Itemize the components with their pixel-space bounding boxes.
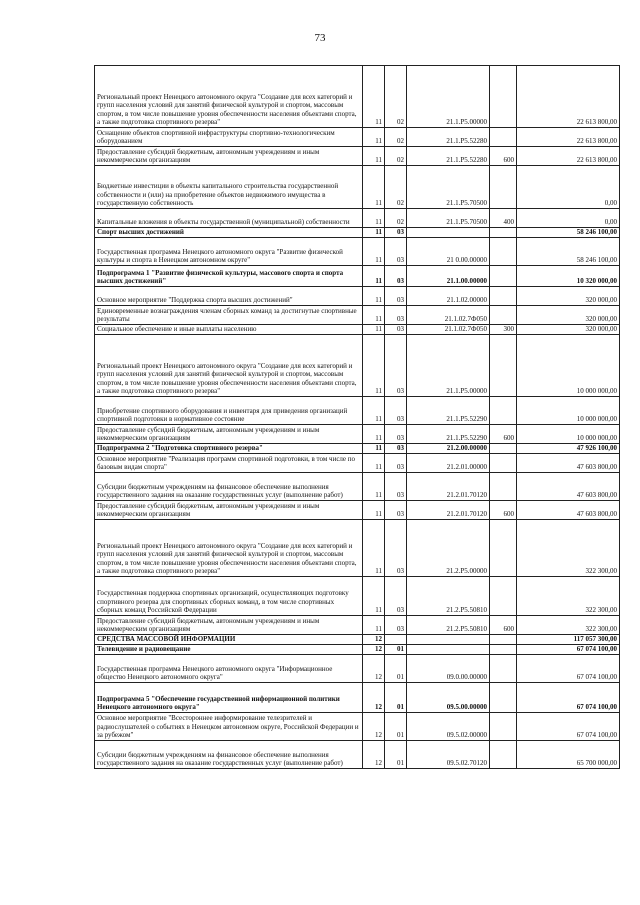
subsection-code-cell: 03: [385, 266, 407, 287]
amount-cell: 0,00: [517, 209, 620, 228]
section-code-cell: 11: [363, 228, 385, 238]
table-row: [95, 454, 620, 473]
target-article-cell: 21.2.00.00000: [407, 444, 490, 454]
expense-type-cell: [490, 577, 517, 616]
section-code-cell: 11: [363, 266, 385, 287]
subsection-code-cell: 03: [385, 473, 407, 501]
table-row: [95, 645, 620, 655]
amount-cell: 10 000 000,00: [517, 397, 620, 425]
subsection-code-cell: 03: [385, 616, 407, 635]
expense-type-cell: [490, 713, 517, 741]
section-code-cell: 11: [363, 454, 385, 473]
table-row: [95, 228, 620, 238]
row-name-cell: Государственная программа Ненецкого автономного округа "Информационное общество Ненецкого автономного округа": [95, 655, 363, 683]
table-row: [95, 473, 620, 501]
amount-cell: 67 074 100,00: [517, 713, 620, 741]
amount-cell: 10 000 000,00: [517, 335, 620, 397]
table-row: [95, 238, 620, 266]
expense-type-cell: [490, 266, 517, 287]
amount-cell: 322 300,00: [517, 520, 620, 577]
section-code-cell: 12: [363, 741, 385, 769]
target-article-cell: 21 0.00.00000: [407, 238, 490, 266]
amount-cell: 47 603 800,00: [517, 454, 620, 473]
subsection-code-cell: 02: [385, 147, 407, 166]
target-article-cell: 21.1.P5.52280: [407, 128, 490, 147]
row-name-cell: Субсидии бюджетным учреждениям на финансовое обеспечение выполнения государственного задания на оказание государственных услуг (выполнение работ): [95, 741, 363, 769]
subsection-code-cell: 03: [385, 444, 407, 454]
row-name-cell: Бюджетные инвестиции в объекты капитального строительства государственной собственности и (или) на приобретение объектов недвижимого имущества в государственную собственность: [95, 166, 363, 209]
target-article-cell: 09.0.00.00000: [407, 655, 490, 683]
section-code-cell: 12: [363, 683, 385, 713]
target-article-cell: 21.1.P5.52290: [407, 397, 490, 425]
section-code-cell: 11: [363, 66, 385, 128]
expense-type-cell: [490, 66, 517, 128]
subsection-code-cell: 03: [385, 454, 407, 473]
subsection-code-cell: 03: [385, 325, 407, 335]
amount-cell: 65 700 000,00: [517, 741, 620, 769]
subsection-code-cell: 03: [385, 306, 407, 325]
section-code-cell: 11: [363, 473, 385, 501]
row-name-cell: Предоставление субсидий бюджетным, автономным учреждениям и иным некоммерческим организациям: [95, 147, 363, 166]
row-name-cell: Подпрограмма 2 "Подготовка спортивного резерва": [95, 444, 363, 454]
amount-cell: 22 613 800,00: [517, 128, 620, 147]
subsection-code-cell: 02: [385, 128, 407, 147]
row-name-cell: Предоставление субсидий бюджетным, автономным учреждениям и иным некоммерческим организациям: [95, 501, 363, 520]
row-name-cell: Предоставление субсидий бюджетным, автономным учреждениям и иным некоммерческим организациям: [95, 616, 363, 635]
section-code-cell: 11: [363, 209, 385, 228]
row-name-cell: Единовременные вознаграждения членам сборных команд за достигнутые спортивные результаты: [95, 306, 363, 325]
page-number: 73: [314, 32, 326, 44]
target-article-cell: 21.2.01.70120: [407, 473, 490, 501]
row-name-cell: Капитальные вложения в объекты государственной (муниципальной) собственности: [95, 209, 363, 228]
section-code-cell: 11: [363, 128, 385, 147]
subsection-code-cell: 02: [385, 166, 407, 209]
amount-cell: 322 300,00: [517, 616, 620, 635]
table-row: [95, 616, 620, 635]
table-row: [95, 266, 620, 287]
subsection-code-cell: 01: [385, 683, 407, 713]
section-code-cell: 12: [363, 645, 385, 655]
section-code-cell: 11: [363, 577, 385, 616]
target-article-cell: 21.1.P5.52280: [407, 147, 490, 166]
target-article-cell: [407, 635, 490, 645]
subsection-code-cell: [385, 635, 407, 645]
expense-type-cell: [490, 238, 517, 266]
subsection-code-cell: 02: [385, 66, 407, 128]
table-row: [95, 306, 620, 325]
amount-cell: 322 300,00: [517, 577, 620, 616]
amount-cell: 10 000 000,00: [517, 425, 620, 444]
target-article-cell: 21.2.01.70120: [407, 501, 490, 520]
target-article-cell: 09.5.02.00000: [407, 713, 490, 741]
amount-cell: 58 246 100,00: [517, 238, 620, 266]
row-name-cell: Предоставление субсидий бюджетным, автономным учреждениям и иным некоммерческим организациям: [95, 425, 363, 444]
expense-type-cell: 400: [490, 209, 517, 228]
target-article-cell: 21.1.00.00000: [407, 266, 490, 287]
expense-type-cell: [490, 128, 517, 147]
amount-cell: 47 603 800,00: [517, 501, 620, 520]
table-row: [95, 713, 620, 741]
expense-type-cell: [490, 645, 517, 655]
expense-type-cell: [490, 444, 517, 454]
subsection-code-cell: 03: [385, 238, 407, 266]
table-row: [95, 325, 620, 335]
table-row: [95, 147, 620, 166]
table-row: [95, 128, 620, 147]
subsection-code-cell: 03: [385, 287, 407, 306]
table-row: [95, 209, 620, 228]
expense-type-cell: [490, 741, 517, 769]
target-article-cell: 21.2.01.00000: [407, 454, 490, 473]
section-code-cell: 11: [363, 616, 385, 635]
section-code-cell: 12: [363, 655, 385, 683]
row-name-cell: Оснащение объектов спортивной инфраструктуры спортивно-технологическим оборудованием: [95, 128, 363, 147]
amount-cell: 67 074 100,00: [517, 683, 620, 713]
expense-type-cell: 600: [490, 147, 517, 166]
section-code-cell: 11: [363, 166, 385, 209]
amount-cell: 10 320 000,00: [517, 266, 620, 287]
target-article-cell: 21.2.P5.00000: [407, 520, 490, 577]
expense-type-cell: [490, 228, 517, 238]
target-article-cell: 21.1.P5.70500: [407, 166, 490, 209]
section-code-cell: 11: [363, 425, 385, 444]
row-name-cell: Приобретение спортивного оборудования и инвентаря для приведения организаций спортивной подготовки в нормативное состояние: [95, 397, 363, 425]
amount-cell: 22 613 800,00: [517, 66, 620, 128]
section-code-cell: 11: [363, 306, 385, 325]
row-name-cell: Государственная поддержка спортивных организаций, осуществляющих подготовку спортивного резерва для спортивных сборных команд, в том числе спортивных сборных команд Российской Федерации: [95, 577, 363, 616]
row-name-cell: Региональный проект Ненецкого автономного округа "Создание для всех категорий и групп населения условий для занятий физической культурой и спортом, массовым спортом, в том числе повышение уровня обеспеченности населения объектами спорта, а также подготовка спортивного резерва": [95, 66, 363, 128]
row-name-cell: СРЕДСТВА МАССОВОЙ ИНФОРМАЦИИ: [95, 635, 363, 645]
section-code-cell: 11: [363, 397, 385, 425]
subsection-code-cell: 03: [385, 228, 407, 238]
expense-type-cell: [490, 683, 517, 713]
target-article-cell: 21.2.P5.50810: [407, 616, 490, 635]
subsection-code-cell: 03: [385, 501, 407, 520]
amount-cell: 117 057 300,00: [517, 635, 620, 645]
expense-type-cell: [490, 397, 517, 425]
subsection-code-cell: 03: [385, 335, 407, 397]
subsection-code-cell: 03: [385, 397, 407, 425]
expense-type-cell: [490, 166, 517, 209]
row-name-cell: Региональный проект Ненецкого автономного округа "Создание для всех категорий и групп населения условий для занятий физической культурой и спортом, массовым спортом, в том числе повышение уровня обеспеченности населения объектами спорта, а также подготовка спортивного резерва": [95, 520, 363, 577]
section-code-cell: 11: [363, 335, 385, 397]
expense-type-cell: 600: [490, 501, 517, 520]
amount-cell: 320 000,00: [517, 306, 620, 325]
expense-type-cell: 600: [490, 425, 517, 444]
section-code-cell: 11: [363, 147, 385, 166]
table-row: [95, 444, 620, 454]
row-name-cell: Телевидение и радиовещание: [95, 645, 363, 655]
table-row: [95, 520, 620, 577]
section-code-cell: 11: [363, 238, 385, 266]
amount-cell: 67 074 100,00: [517, 645, 620, 655]
table-row: [95, 287, 620, 306]
expense-type-cell: [490, 655, 517, 683]
section-code-cell: 11: [363, 501, 385, 520]
row-name-cell: Основное мероприятие "Всестороннее информирование телезрителей и радиослушателей о событиях в Ненецком автономном округе, Российской Федерации и за рубежом": [95, 713, 363, 741]
row-name-cell: Спорт высших достижений: [95, 228, 363, 238]
amount-cell: 22 613 800,00: [517, 147, 620, 166]
row-name-cell: Субсидии бюджетным учреждениям на финансовое обеспечение выполнения государственного задания на оказание государственных услуг (выполнение работ): [95, 473, 363, 501]
subsection-code-cell: 01: [385, 655, 407, 683]
subsection-code-cell: 01: [385, 713, 407, 741]
section-code-cell: 11: [363, 520, 385, 577]
amount-cell: 320 000,00: [517, 325, 620, 335]
target-article-cell: [407, 228, 490, 238]
row-name-cell: Региональный проект Ненецкого автономного округа "Создание для всех категорий и групп населения условий для занятий физической культурой и спортом, массовым спортом, в том числе повышение уровня обеспеченности населения объектами спорта, а также подготовка спортивного резерва": [95, 335, 363, 397]
table-row: [95, 166, 620, 209]
target-article-cell: 21.1.P5.00000: [407, 66, 490, 128]
target-article-cell: 21.1.P5.70500: [407, 209, 490, 228]
expense-type-cell: [490, 287, 517, 306]
table-row: [95, 335, 620, 397]
expense-type-cell: [490, 473, 517, 501]
target-article-cell: 09.5.00.00000: [407, 683, 490, 713]
amount-cell: 67 074 100,00: [517, 655, 620, 683]
amount-cell: 47 603 800,00: [517, 473, 620, 501]
subsection-code-cell: 03: [385, 520, 407, 577]
row-name-cell: Подпрограмма 1 "Развитие физической культуры, массового спорта и спорта высших достижений": [95, 266, 363, 287]
subsection-code-cell: 01: [385, 645, 407, 655]
row-name-cell: Основное мероприятие "Поддержка спорта высших достижений": [95, 287, 363, 306]
target-article-cell: 09.5.02.70120: [407, 741, 490, 769]
amount-cell: 0,00: [517, 166, 620, 209]
expense-type-cell: [490, 635, 517, 645]
row-name-cell: Основное мероприятие "Реализация программ спортивной подготовки, в том числе по базовым видам спорта": [95, 454, 363, 473]
section-code-cell: 12: [363, 635, 385, 645]
subsection-code-cell: 03: [385, 425, 407, 444]
subsection-code-cell: 02: [385, 209, 407, 228]
table-row: [95, 635, 620, 645]
table-row: [95, 66, 620, 128]
target-article-cell: 21.1.02.7Ф050: [407, 306, 490, 325]
table-row: [95, 397, 620, 425]
subsection-code-cell: 03: [385, 577, 407, 616]
row-name-cell: Подпрограмма 5 "Обеспечение государственной информационной политики Ненецкого автономного округа": [95, 683, 363, 713]
amount-cell: 58 246 100,00: [517, 228, 620, 238]
target-article-cell: 21.1.02.00000: [407, 287, 490, 306]
subsection-code-cell: 01: [385, 741, 407, 769]
table-row: [95, 655, 620, 683]
target-article-cell: 21.1.P5.52290: [407, 425, 490, 444]
table-row: [95, 501, 620, 520]
row-name-cell: Социальное обеспечение и иные выплаты населению: [95, 325, 363, 335]
section-code-cell: 11: [363, 287, 385, 306]
budget-table: [94, 65, 620, 769]
amount-cell: 47 926 100,00: [517, 444, 620, 454]
table-row: [95, 741, 620, 769]
expense-type-cell: 600: [490, 616, 517, 635]
expense-type-cell: [490, 335, 517, 397]
table-row: [95, 577, 620, 616]
table-row: [95, 425, 620, 444]
table-row: [95, 683, 620, 713]
target-article-cell: [407, 645, 490, 655]
expense-type-cell: [490, 306, 517, 325]
expense-type-cell: 300: [490, 325, 517, 335]
section-code-cell: 12: [363, 713, 385, 741]
section-code-cell: 11: [363, 325, 385, 335]
row-name-cell: Государственная программа Ненецкого автономного округа "Развитие физической культуры и спорта в Ненецком автономном округе": [95, 238, 363, 266]
target-article-cell: 21.1.02.7Ф050: [407, 325, 490, 335]
target-article-cell: 21.1.P5.00000: [407, 335, 490, 397]
section-code-cell: 11: [363, 444, 385, 454]
expense-type-cell: [490, 454, 517, 473]
target-article-cell: 21.2.P5.50810: [407, 577, 490, 616]
amount-cell: 320 000,00: [517, 287, 620, 306]
expense-type-cell: [490, 520, 517, 577]
